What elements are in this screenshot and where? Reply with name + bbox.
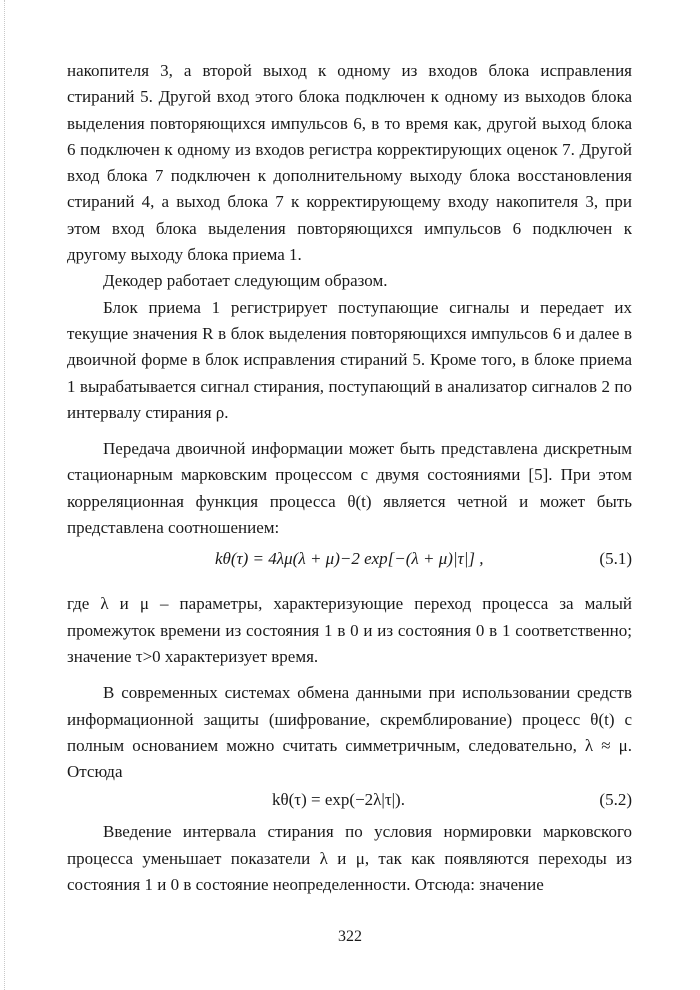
paragraph-1: накопителя 3, а второй выход к одному из входов блока исправления стираний 5. Другой вход этого блока подключен к одному из выходов блока выделения повторяющихся импульсов 6, в то время как, другой выход блока 6 подключен к одному из входов регистра корректирующих оценок 7. Другой вход блока 7 подключен к дополнительному выходу блока восстановления стираний 4, а выход блока 7 к корректирующему входу накопителя 3, при этом вход блока выделения повторяющихся импульсов 6 подключен к другому выходу блока приема 1.: [67, 61, 632, 265]
paragraph-5: где λ и μ – параметры, характеризующие переход процесса за малый промежуток времени из состояния 1 в 0 и из состояния 0 в 1 соответственно; значение τ>0 характеризует время.: [67, 594, 632, 666]
paragraph-4: Передача двоичной информации может быть представлена дискретным стационарным марковским процессом с двумя состояниями [5]. При этом корреляционная функция процесса θ(t) является четной и может быть представлена соотношением:: [67, 439, 632, 538]
formula-5-1: [67, 541, 632, 581]
formula-5-1-expression: kθ(τ) = 4λμ(λ + μ)−2 exp[−(λ + μ)|τ|] ,: [215, 549, 484, 569]
formula-5-2: [67, 785, 632, 819]
paragraph-7: Введение интервала стирания по условия нормировки марковского процесса уменьшает показатели λ и μ, так как появляются переходы из состояния 1 и 0 в состояние неопределенности. Отсюда: значение: [67, 822, 632, 895]
paragraph-3: Блок приема 1 регистрирует поступающие сигналы и передает их текущие значения R в блок выделения повторяющихся импульсов 6 и далее в двоичной форме в блок исправления стираний 5. Кроме того, в блоке приема 1 вырабатывается сигнал стирания, поступающий в анализатор сигналов 2 по интервалу стирания ρ.: [67, 297, 632, 422]
paragraph-2: Декодер работает следующим образом.: [103, 271, 388, 291]
page-edge: [4, 0, 5, 990]
paragraph-6: В современных системах обмена данными при использовании средств информационной защиты (шифрование, скремблирование) процесс θ(t) с полным основанием можно считать симметричным, следовательно, λ ≈ μ. Отсюда: [67, 683, 632, 782]
formula-5-2-number: (5.2): [599, 790, 632, 810]
page-number: 322: [338, 928, 362, 945]
formula-5-1-number: (5.1): [599, 549, 632, 569]
formula-5-2-expression: kθ(τ) = exp(−2λ|τ|).: [272, 790, 405, 810]
document-page: [67, 58, 632, 898]
